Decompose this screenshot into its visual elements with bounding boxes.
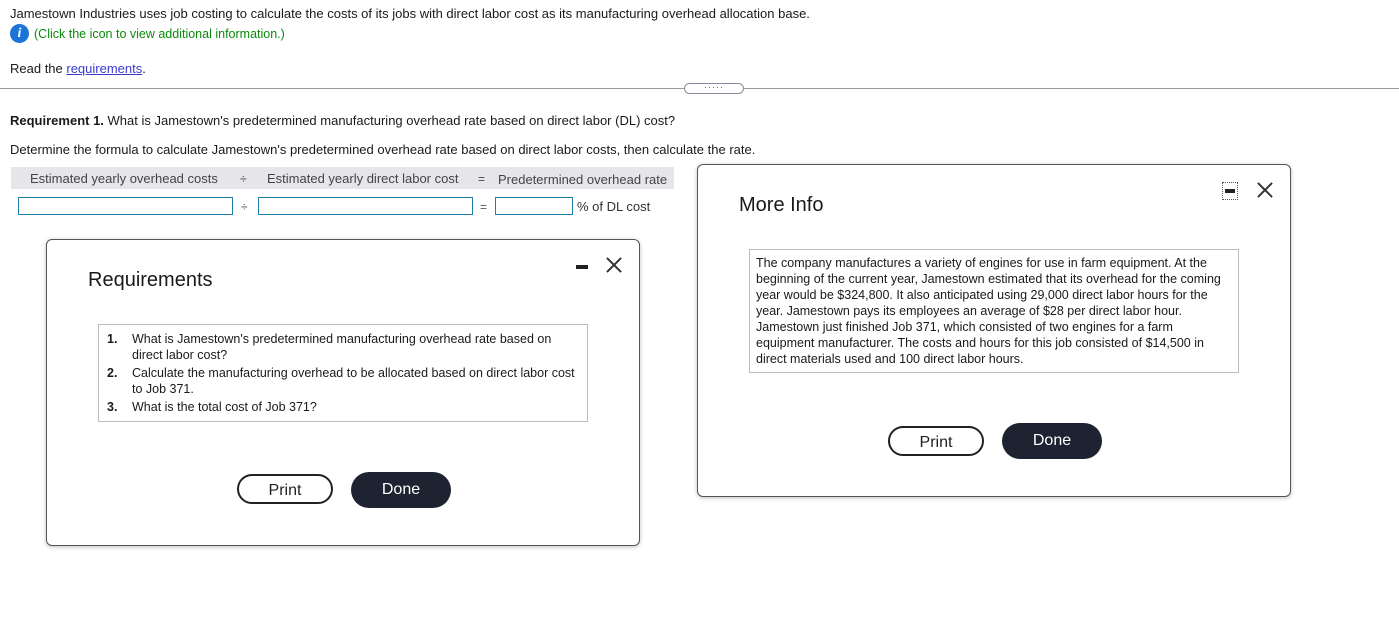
read-requirements-line bbox=[10, 61, 146, 76]
more-info-text-box bbox=[749, 249, 1239, 373]
divide-sign: ÷ bbox=[241, 200, 248, 214]
rate-unit: % of DL cost bbox=[577, 199, 651, 214]
dl-cost-input[interactable] bbox=[258, 197, 473, 215]
formula-header-equals: = bbox=[478, 172, 486, 186]
minimize-icon[interactable] bbox=[1222, 182, 1238, 200]
minimize-icon[interactable] bbox=[576, 265, 588, 269]
requirement-1-label: Requirement 1. bbox=[10, 113, 104, 128]
formula-header bbox=[11, 167, 674, 189]
close-icon[interactable] bbox=[605, 256, 623, 274]
list-item: 2. Calculate the manufacturing overhead to be allocated based on direct labor cost to Job 371. bbox=[107, 366, 575, 396]
more-info-dialog bbox=[697, 164, 1291, 497]
more-info-text: The company manufactures a variety of engines for use in farm equipment. At the beginning of the current year, Jamestown estimated that its overhead for the coming year would be $324,800. It also anticipated using 29,000 direct labor hours for the year. Jamestown pays its employees an average of $28 per direct labor hour. Jamestown just finished Job 371, which consisted of two engines for a farm equipment manufacturer. The costs and hours for this job consisted of $14,500 in direct materials used and 100 direct labor hours. bbox=[756, 256, 1221, 366]
overhead-costs-input[interactable] bbox=[18, 197, 233, 215]
done-button[interactable]: Done bbox=[1002, 423, 1102, 459]
requirements-title: Requirements bbox=[88, 269, 213, 291]
formula-header-dl-cost: Estimated yearly direct labor cost bbox=[267, 171, 459, 186]
read-suffix: . bbox=[142, 61, 146, 76]
more-info-title: More Info bbox=[739, 194, 824, 216]
intro-text: Jamestown Industries uses job costing to calculate the costs of its jobs with direct labor cost as its manufacturing overhead allocation base. bbox=[10, 6, 810, 21]
read-prefix: Read the bbox=[10, 61, 67, 76]
info-icon[interactable]: i bbox=[10, 24, 29, 43]
list-item: 3. What is the total cost of Job 371? bbox=[107, 400, 317, 414]
done-button[interactable]: Done bbox=[351, 472, 451, 508]
formula-header-rate: Predetermined overhead rate bbox=[498, 172, 668, 187]
formula-header-divide: ÷ bbox=[240, 172, 247, 186]
requirements-list-box bbox=[98, 324, 588, 422]
print-button[interactable]: Print bbox=[237, 474, 333, 504]
formula-header-overhead: Estimated yearly overhead costs bbox=[30, 171, 218, 186]
print-button[interactable]: Print bbox=[888, 426, 984, 456]
determine-instruction: Determine the formula to calculate Jamestown's predetermined overhead rate based on direct labor costs, then calculate the rate. bbox=[10, 142, 756, 157]
close-icon[interactable] bbox=[1256, 181, 1274, 199]
requirements-dialog bbox=[46, 239, 640, 546]
requirements-link[interactable]: requirements bbox=[66, 61, 143, 76]
requirements-list bbox=[99, 325, 587, 423]
requirement-1 bbox=[10, 113, 675, 128]
overhead-rate-input[interactable] bbox=[495, 197, 573, 215]
list-item: 1. What is Jamestown's predetermined manufacturing overhead rate based on direct labor cost? bbox=[107, 332, 552, 362]
info-link[interactable]: (Click the icon to view additional information.) bbox=[34, 26, 285, 41]
expand-handle[interactable]: ····· bbox=[684, 83, 744, 94]
equals-sign: = bbox=[480, 200, 488, 214]
info-line[interactable] bbox=[10, 24, 285, 43]
requirement-1-text: What is Jamestown's predetermined manufacturing overhead rate based on direct labor (DL) cost? bbox=[103, 113, 676, 128]
